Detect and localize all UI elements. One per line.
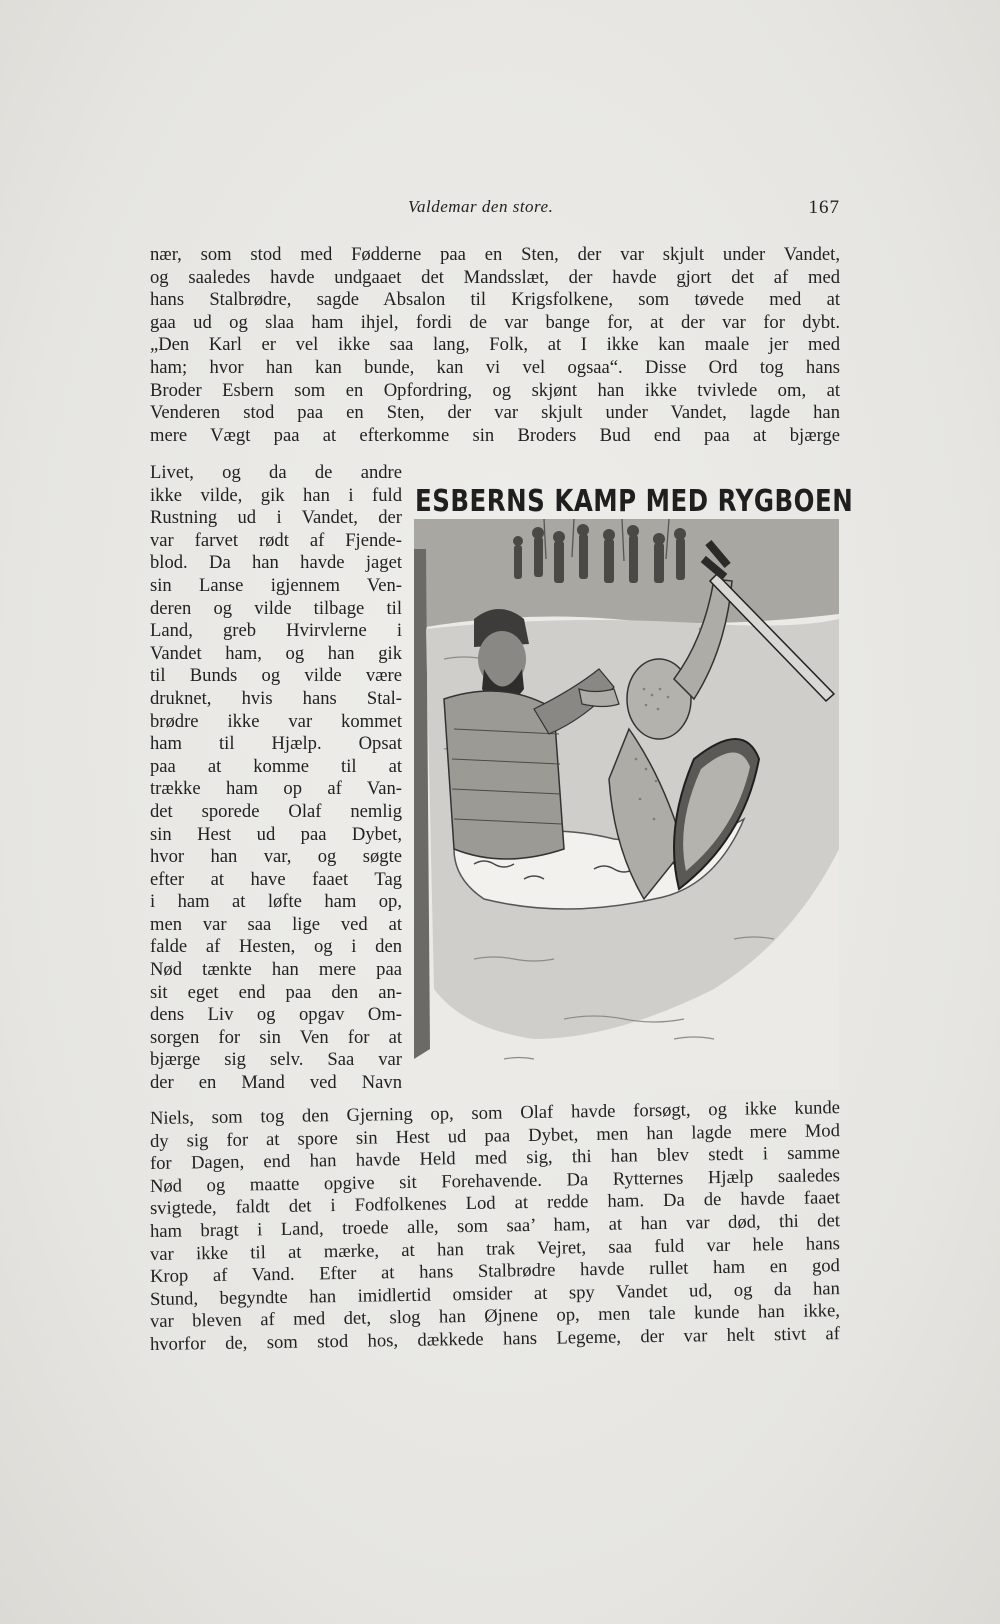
text-line: druknet, hvis hans Stal- [150, 687, 402, 709]
text-line: for Dagen, end han havde Held med sig, thi han blev stedt i samme [149, 1142, 841, 1175]
text-line: efter at have faaet Tag [150, 868, 402, 890]
text-line: Niels, som tog den Gjerning op, som Olaf havde forsøgt, og ikke kunde [149, 1097, 841, 1129]
text-line: det sporede Olaf nemlig [150, 800, 402, 822]
text-line: sorgen for sin Ven for at [150, 1026, 402, 1048]
text-line: svigtede, faldt det i Fodfolkenes Lod at redde ham. Da de havde faaet [149, 1187, 841, 1220]
text-line: falde af Hesten, og i den [150, 936, 402, 958]
illustration-battle-in-water [414, 519, 839, 1089]
text-line: trække ham op af Van- [150, 778, 402, 800]
body-text-bottom [149, 1097, 841, 1357]
text-line: Krop af Vand. Efter at hans Stalbrødre havde rullet ham en god [149, 1255, 841, 1288]
running-head [150, 197, 840, 221]
text-line: mere Vægt paa at efterkomme sin Broders Bud end paa at bjærge [150, 424, 840, 446]
text-line: sin Lanse igjennem Ven- [150, 574, 402, 596]
text-line: i ham at løfte ham op, [150, 891, 402, 913]
text-line: var bleven af med det, slog han Øjnene op, men tale kunde han ikke, [149, 1300, 841, 1333]
text-line: „Den Karl er vel ikke saa lang, Folk, at I ikke kan maale jer med [150, 334, 840, 356]
text-line: dy sig for at spore sin Hest ud paa Dybet, men han lagde mere Mod [149, 1119, 841, 1152]
text-line: bjærge sig selv. Saa var [150, 1049, 402, 1071]
text-line: ikke vilde, gik han i fuld [150, 484, 402, 506]
text-line: og saaledes havde undgaaet det Mandsslæt, der havde gjort det af med [150, 266, 840, 288]
text-line: blod. Da han havde jaget [150, 552, 402, 574]
running-head-title: Valdemar den store. [408, 197, 554, 216]
text-line: Venderen stod paa en Sten, der var skjult under Vandet, lagde han [150, 402, 840, 424]
text-line: deren og vilde tilbage til [150, 597, 402, 619]
text-line: ham bragt i Land, troede alle, som saa’ ham, at han var død, thi det [149, 1210, 841, 1242]
text-line: brødre ikke var kommet [150, 710, 402, 732]
text-line: sin Hest ud paa Dybet, [150, 823, 402, 845]
page-number: 167 [808, 197, 840, 218]
text-line: dens Liv og opgav Om- [150, 1004, 402, 1026]
text-line: men var saa lige ved at [150, 913, 402, 935]
text-line: paa at komme til at [150, 755, 402, 777]
text-line: hvor han var, og søgte [150, 846, 402, 868]
text-line: nær, som stod med Fødderne paa en Sten, der var skjult under Vandet, [150, 244, 840, 265]
text-line: ham til Hjælp. Opsat [150, 733, 402, 755]
text-line: der en Mand ved Navn [150, 1072, 402, 1094]
text-line: var ikke til at mærke, at han trak Vejret, saa fuld var hele hans [149, 1232, 841, 1265]
body-text-top [150, 244, 840, 447]
text-line: Broder Esbern som en Opfordring, og skjønt han ikke tvivlede om, at [150, 379, 840, 401]
text-line: Livet, og da de andre [150, 462, 402, 483]
text-line: Nød tænkte han mere paa [150, 959, 402, 981]
text-line: Nød og maatte opgive sit Forehavende. Da Rytternes Hjælp saaledes [149, 1164, 841, 1197]
text-line: til Bunds og vilde være [150, 665, 402, 687]
body-text-wrapped [150, 462, 402, 1095]
text-line: ham; hvor han kan bunde, kan vi vel ogsaa“. Disse Ord tog hans [150, 356, 840, 378]
text-line: hvorfor de, som stod hos, dækkede hans Legeme, der var helt stivt af [149, 1323, 841, 1355]
text-line: Rustning ud i Vandet, der [150, 507, 402, 529]
text-line: Land, greb Hvirvlerne i [150, 620, 402, 642]
text-line: var farvet rødt af Fjende- [150, 529, 402, 551]
text-line: hans Stalbrødre, sagde Absalon til Krigsfolkene, som tøvede med at [150, 289, 840, 311]
illustration-title: ESBERNS KAMP MED RYGBOEN [415, 482, 854, 519]
text-line: gaa ud og slaa ham ihjel, fordi de var bange for, at der var for dybt. [150, 311, 840, 333]
text-line: Stund, begyndte han imidlertid omsider at spy Vandet ud, og da han [149, 1277, 841, 1310]
text-line: sit eget end paa den an- [150, 981, 402, 1003]
text-line: Vandet ham, og han gik [150, 642, 402, 664]
